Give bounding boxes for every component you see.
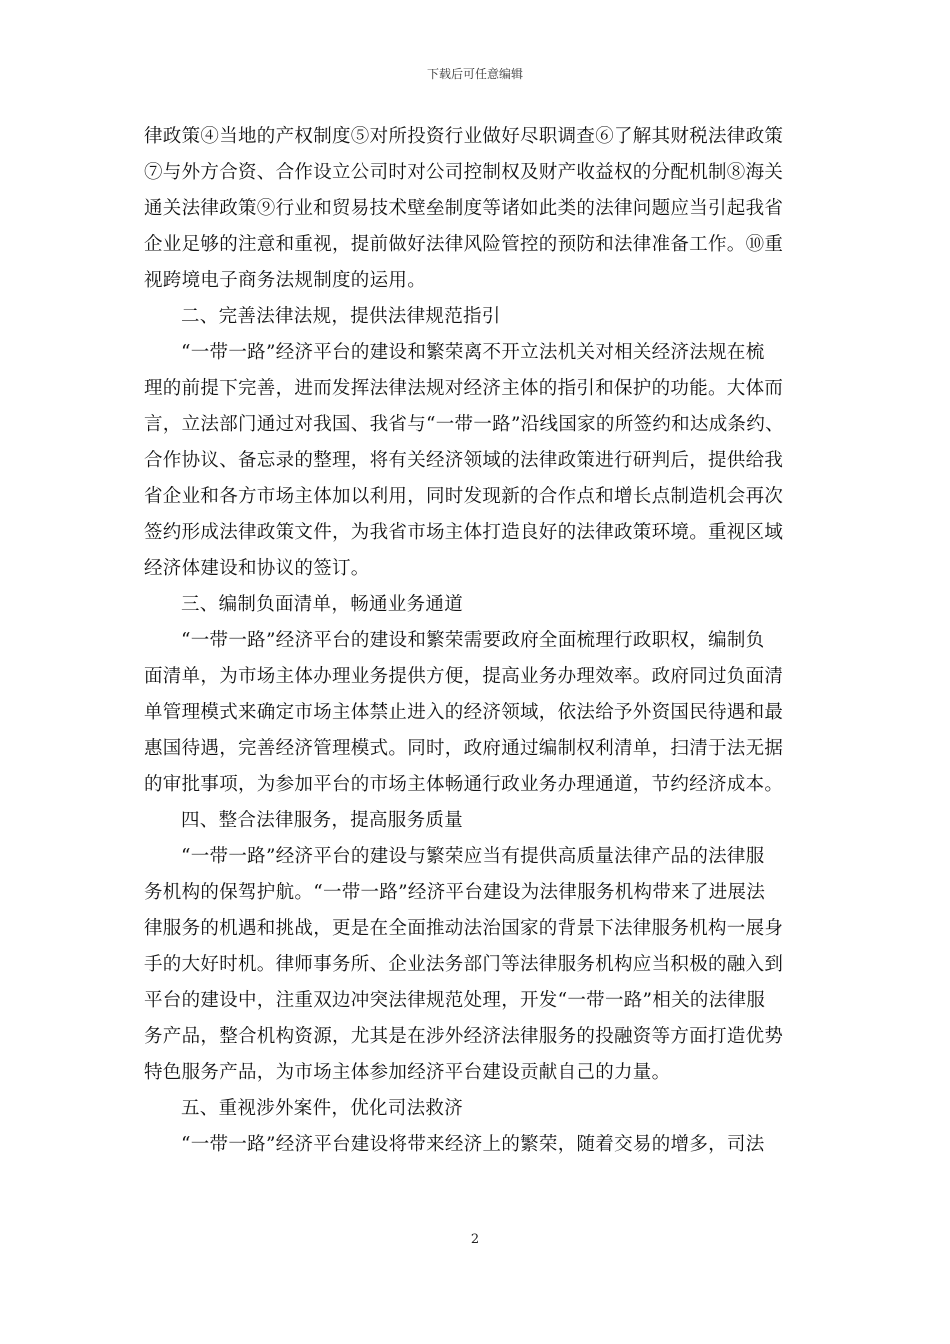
body-line: “一带一路”经济平台的建设和繁荣离不开立法机关对相关经济法规在梳 <box>181 342 765 363</box>
body-line: 企业足够的注意和重视，提前做好法律风险管控的预防和法律准备工作。⑩重 <box>144 234 784 255</box>
body-line: “一带一路”经济平台的建设与繁荣应当有提供高质量法律产品的法律服 <box>181 846 765 867</box>
body-line: 手的大好时机。律师事务所、企业法务部门等法律服务机构应当积极的融入到 <box>144 954 784 975</box>
body-line: “一带一路”经济平台建设将带来经济上的繁荣，随着交易的增多，司法 <box>181 1134 765 1155</box>
body-line: 面清单，为市场主体办理业务提供方便，提高业务办理效率。政府同过负面清 <box>144 666 784 687</box>
page-header-note: 下载后可任意编辑 <box>426 67 523 81</box>
body-line: 通关法律政策⑨行业和贸易技术壁垒制度等诸如此类的法律问题应当引起我省 <box>144 198 784 219</box>
body-line: 签约形成法律政策文件，为我省市场主体打造良好的法律政策环境。重视区域 <box>144 522 784 543</box>
section-heading-5: 五、重视涉外案件，优化司法救济 <box>181 1098 464 1119</box>
body-line: 言，立法部门通过对我国、我省与“一带一路”沿线国家的所签约和达成条约、 <box>144 414 784 435</box>
body-line: 律政策④当地的产权制度⑤对所投资行业做好尽职调查⑥了解其财税法律政策 <box>144 126 784 147</box>
body-line: 经济体建设和协议的签订。 <box>144 558 370 579</box>
body-line: 理的前提下完善，进而发挥法律法规对经济主体的指引和保护的功能。大体而 <box>144 378 784 399</box>
body-line: “一带一路”经济平台的建设和繁荣需要政府全面梳理行政职权，编制负 <box>181 630 765 651</box>
body-line: 省企业和各方市场主体加以利用，同时发现新的合作点和增长点制造机会再次 <box>144 486 784 507</box>
section-heading-2: 二、完善法律法规，提供法律规范指引 <box>181 306 501 327</box>
body-line: 单管理模式来确定市场主体禁止进入的经济领域，依法给予外资国民待遇和最 <box>144 702 784 723</box>
page-number: 2 <box>470 1232 480 1247</box>
body-line: ⑦与外方合资、合作设立公司时对公司控制权及财产收益权的分配机制⑧海关 <box>144 162 784 183</box>
body-line: 务机构的保驾护航。“一带一路”经济平台建设为法律服务机构带来了进展法 <box>144 882 766 903</box>
body-line: 合作协议、备忘录的整理，将有关经济领域的法律政策进行研判后，提供给我 <box>144 450 784 471</box>
body-line: 特色服务产品，为市场主体参加经济平台建设贡献自己的力量。 <box>144 1062 671 1083</box>
document-body <box>144 119 806 1163</box>
body-line: 律服务的机遇和挑战，更是在全面推动法治国家的背景下法律服务机构一展身 <box>144 918 784 939</box>
body-line: 惠国待遇，完善经济管理模式。同时，政府通过编制权利清单，扫清于法无据 <box>144 738 784 759</box>
body-line: 的审批事项，为参加平台的市场主体畅通行政业务办理通道，节约经济成本。 <box>144 774 784 795</box>
section-heading-4: 四、整合法律服务，提高服务质量 <box>181 810 464 831</box>
body-line: 平台的建设中，注重双边冲突法律规范处理，开发“一带一路”相关的法律服 <box>144 990 766 1011</box>
section-heading-3: 三、编制负面清单，畅通业务通道 <box>181 594 464 615</box>
body-line: 务产品，整合机构资源，尤其是在涉外经济法律服务的投融资等方面打造优势 <box>144 1026 784 1047</box>
body-line: 视跨境电子商务法规制度的运用。 <box>144 270 427 291</box>
